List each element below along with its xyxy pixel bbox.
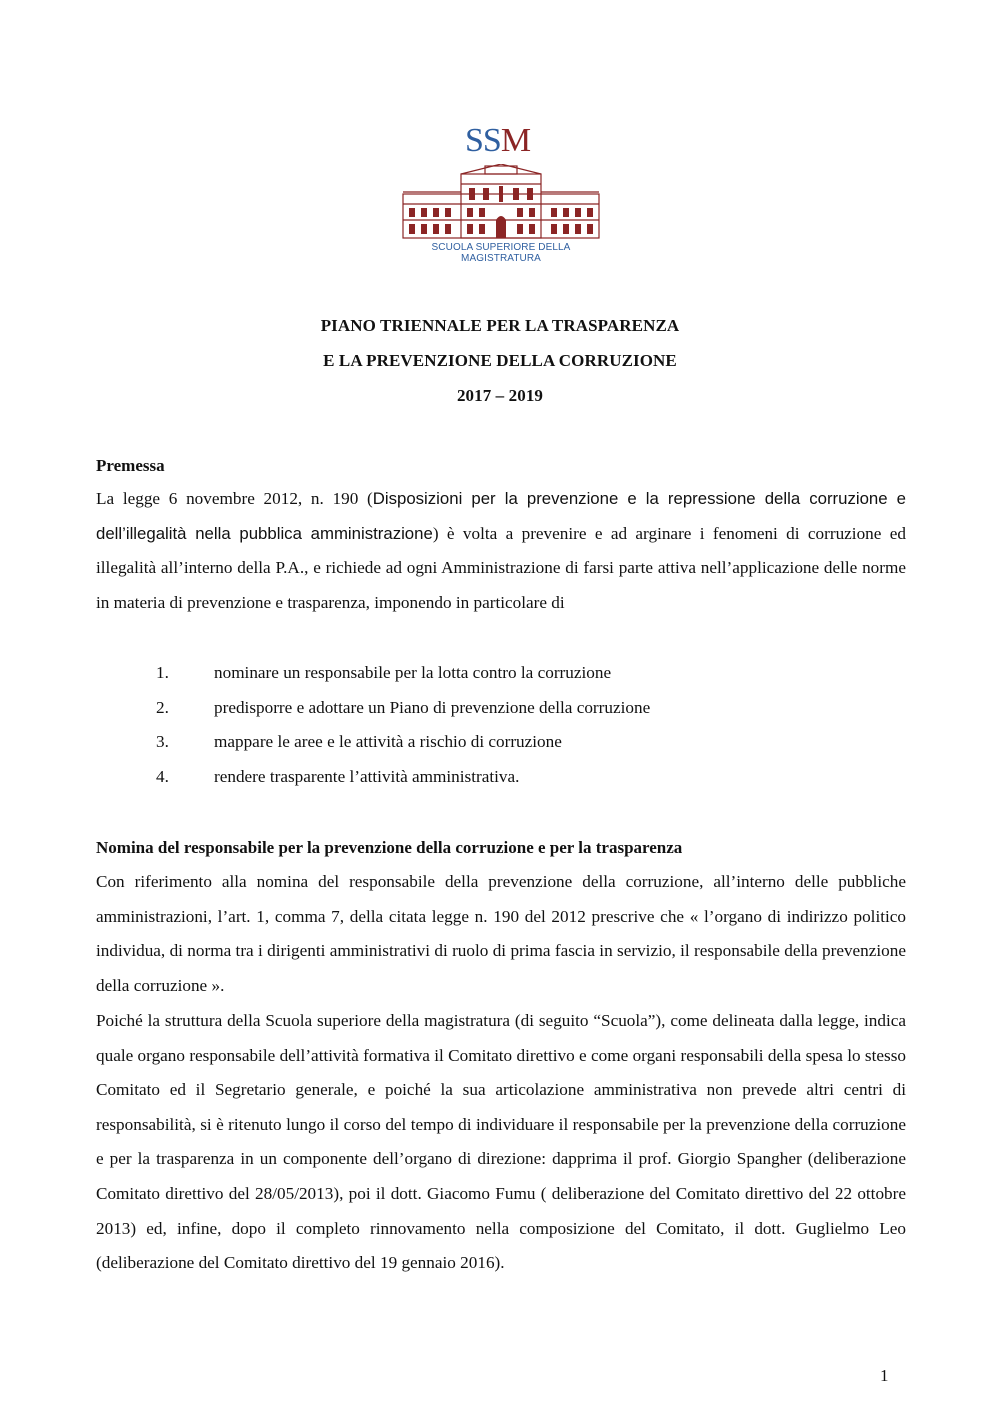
premessa-heading: Premessa: [96, 456, 165, 475]
premessa-paragraph: [96, 482, 906, 620]
premessa-body: ) è volta a prevenire e ad arginare i fenomeni di corruzione ed illegalità all’interno della P.A., e richiede ad ogni Amministrazione di farsi parte attiva nell’applicazione delle norme in materia di prevenzione e trasparenza, imponendo in particolare di: [96, 523, 906, 612]
list-item-number: 2.: [156, 697, 169, 717]
document-title-years: 2017 – 2019: [456, 386, 544, 405]
obligations-list: [96, 656, 906, 794]
premessa-intro: La legge 6 novembre 2012, n. 190 (: [96, 489, 373, 508]
nomina-heading: Nomina del responsabile per la prevenzione della corruzione e per la trasparenza: [96, 838, 683, 857]
list-item-text: predisporre e adottare un Piano di prevenzione della corruzione: [214, 697, 651, 717]
document-title-line-1: PIANO TRIENNALE PER LA TRASPARENZA: [320, 316, 680, 335]
law-title: Disposizioni per la prevenzione e la repressione della corruzione e dell’illegalità nella pubblica amministrazione: [96, 489, 907, 543]
list-item-number: 3.: [156, 732, 169, 752]
document-title-line-2: E LA PREVENZIONE DELLA CORRUZIONE: [323, 351, 677, 370]
list-item-number: 4.: [156, 766, 169, 786]
logo-caption: SCUOLA SUPERIORE DELLA MAGISTRATURA: [431, 242, 571, 264]
list-item-number: 1.: [156, 663, 169, 682]
list-item-text: nominare un responsabile per la lotta contro la corruzione: [214, 663, 612, 682]
building-icon: [399, 164, 603, 240]
list-item: [96, 691, 906, 726]
nomina-paragraph-2: Poiché la struttura della Scuola superiore della magistratura (di seguito “Scuola”), come delineata dalla legge, indica quale organo responsabile dell’attività formativa il Comitato direttivo e come organi responsabili della spesa lo stesso Comitato ed il Segretario generale, e poiché la sua articolazione amministrativa non prevede altri centri di responsabilità, si è ritenuto lungo il corso del tempo di individuare il responsabile per la prevenzione della corruzione e per la trasparenza in un componente dell’organo di direzione: dapprima il prof. Giorgio Spangher (deliberazione Comitato direttivo del 28/05/2013), poi il dott. Giacomo Fumu ( deliberazione del Comitato direttivo del 22 ottobre 2013) ed, infine, dopo il completo rinnovamento nella composizione del Comitato, il dott. Guglielmo Leo (deliberazione del Comitato direttivo del 19 gennaio 2016).: [96, 1011, 906, 1273]
list-item-text: mappare le aree e le attività a rischio di corruzione: [214, 732, 562, 752]
list-item: [96, 725, 906, 760]
logo-mark-ss: SS: [465, 122, 501, 159]
page-number: 1: [880, 1366, 889, 1385]
nomina-paragraph-1: Con riferimento alla nomina del responsabile della prevenzione della corruzione, all’interno delle pubbliche amministrazioni, l’art. 1, comma 7, della citata legge n. 190 del 2012 prescrive che « l’organo di indirizzo politico individua, di norma tra i dirigenti amministrativi di ruolo di prima fascia in servizio, il responsabile della prevenzione della corruzione ».: [96, 872, 906, 995]
logo-monogram: [465, 124, 530, 158]
list-item: [96, 656, 906, 691]
list-item-text: rendere trasparente l’attività amministrativa.: [214, 766, 520, 786]
logo-mark-m: M: [500, 122, 531, 159]
ssm-logo: [397, 120, 605, 264]
list-item: [96, 760, 906, 795]
